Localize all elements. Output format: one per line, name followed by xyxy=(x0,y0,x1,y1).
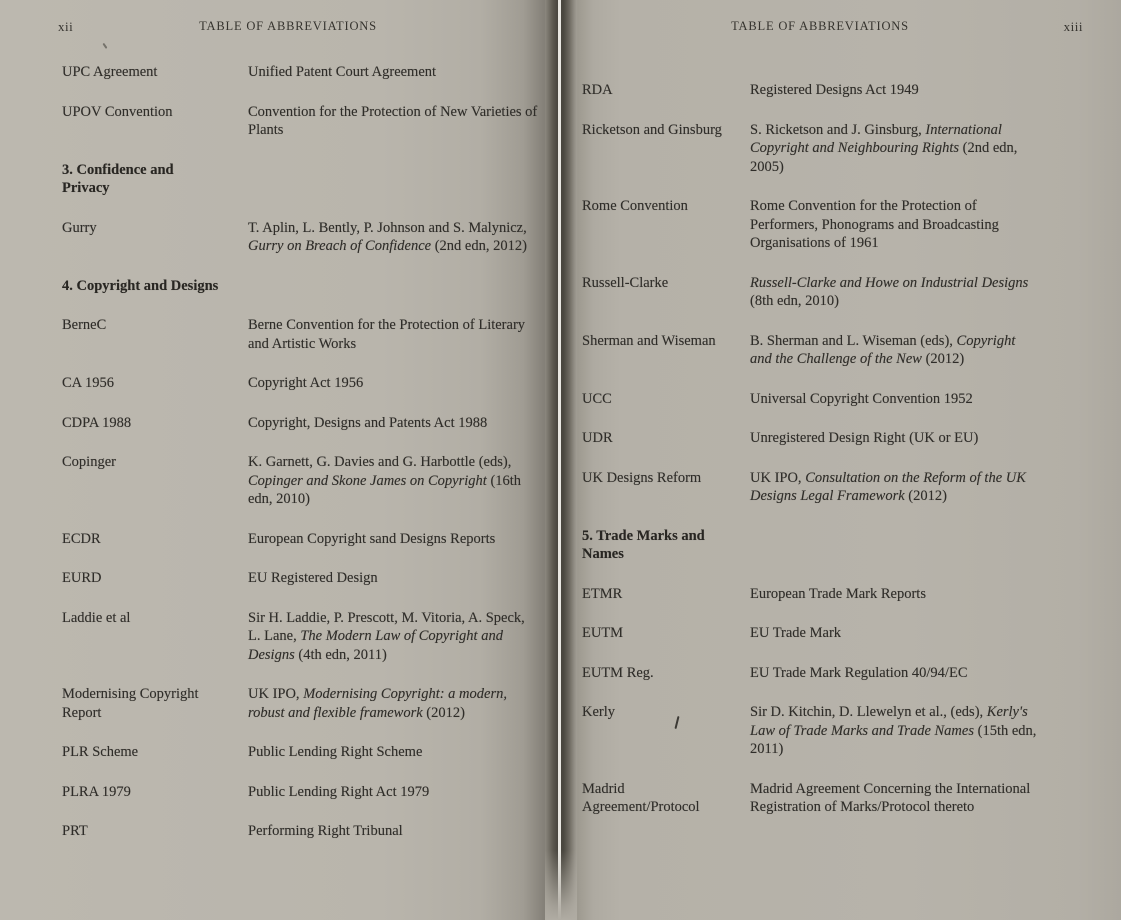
section-heading xyxy=(582,527,1112,564)
left-page xyxy=(0,0,545,920)
gutter-highlight-line xyxy=(558,0,561,920)
abbreviation-entry xyxy=(582,703,1112,759)
abbreviation-entry xyxy=(582,780,1112,817)
abbreviation-definition: Unified Patent Court Agreement xyxy=(248,64,437,80)
abbreviation-term: UK Designs Reform xyxy=(582,469,702,486)
abbreviation-definition: Berne Convention for the Protection of Literary and Artistic Works xyxy=(248,317,526,352)
abbreviation-definition xyxy=(248,277,540,296)
gutter-bottom-fade xyxy=(545,850,577,920)
abbreviation-definition: Public Lending Right Scheme xyxy=(248,744,423,760)
abbreviation-term: 5. Trade Marks and Names xyxy=(582,527,705,562)
abbreviation-entry xyxy=(582,390,1112,409)
page-number: xii xyxy=(58,19,74,34)
abbreviation-definition: Performing Right Tribunal xyxy=(248,823,403,839)
abbreviation-entry xyxy=(62,783,540,802)
abbreviation-term: Madrid Agreement/Protocol xyxy=(582,780,700,815)
abbreviation-term: CA 1956 xyxy=(62,375,114,391)
page-header xyxy=(577,19,1121,39)
abbreviation-term: ECDR xyxy=(62,530,101,547)
abbreviation-definition: Convention for the Protection of New Varieties of Plants xyxy=(248,103,538,138)
abbreviation-definition: EU Trade Mark xyxy=(750,625,842,641)
abbreviation-entry xyxy=(582,469,1112,506)
abbreviation-definition: Madrid Agreement Concerning the International Registration of Marks/Protocol thereto xyxy=(750,780,1031,815)
page-header xyxy=(0,19,545,39)
abbreviation-term: PRT xyxy=(62,823,88,839)
abbreviation-definition: Russell-Clarke and Howe on Industrial Designs (8th edn, 2010) xyxy=(750,274,1029,309)
abbreviation-entry xyxy=(62,685,540,722)
abbreviation-term: Russell-Clarke xyxy=(582,274,669,291)
abbreviation-definition: European Copyright sand Designs Reports xyxy=(248,530,496,547)
abbreviation-term: UPOV Convention xyxy=(62,103,173,120)
abbreviation-term: Kerly xyxy=(582,704,616,720)
abbreviation-entry xyxy=(62,103,540,140)
abbreviation-entry xyxy=(62,316,540,353)
abbreviation-term: Rome Convention xyxy=(582,198,688,214)
abbreviation-definition: EU Trade Mark Regulation 40/94/EC xyxy=(750,664,968,681)
running-title: TABLE OF ABBREVIATIONS xyxy=(199,19,377,33)
abbreviation-definition: K. Garnett, G. Davies and G. Harbottle (eds), Copinger and Skone James on Copyright (16th edn, 2010) xyxy=(248,454,522,507)
abbreviation-term: Laddie et al xyxy=(62,609,131,626)
abbreviation-definition: Copyright, Designs and Patents Act 1988 xyxy=(248,414,488,431)
abbreviation-term: Ricketson and Ginsburg xyxy=(582,121,722,138)
section-heading xyxy=(62,277,540,296)
abbreviation-definition: European Trade Mark Reports xyxy=(750,585,926,602)
abbreviation-term: Sherman and Wiseman xyxy=(582,332,716,349)
abbreviation-term: EUTM xyxy=(582,625,624,641)
abbreviation-term: RDA xyxy=(582,82,613,98)
abbreviation-entry xyxy=(582,274,1112,311)
abbreviation-entry xyxy=(62,569,540,588)
abbreviation-entry xyxy=(582,81,1112,100)
abbreviation-entry xyxy=(62,743,540,762)
abbreviation-term: Gurry xyxy=(62,219,97,236)
abbreviation-entry xyxy=(62,530,540,549)
abbreviation-entry xyxy=(62,453,540,509)
abbreviation-definition: Rome Convention for the Protection of Performers, Phonograms and Broadcasting Organisations of 1961 xyxy=(750,198,999,251)
abbreviation-definition: Registered Designs Act 1949 xyxy=(750,82,919,98)
abbreviation-definition: T. Aplin, L. Bently, P. Johnson and S. Malynicz, Gurry on Breach of Confidence (2nd edn, 2012) xyxy=(248,219,527,254)
abbreviation-term: 3. Confidence and Privacy xyxy=(62,161,174,196)
abbreviation-entry xyxy=(582,585,1112,604)
abbreviation-entry xyxy=(582,429,1112,448)
abbreviation-definition: Sir D. Kitchin, D. Llewelyn et al., (eds), Kerly's Law of Trade Marks and Trade Names (15th edn, 2011) xyxy=(750,704,1037,757)
page-gutter xyxy=(545,0,577,920)
abbreviation-definition: B. Sherman and L. Wiseman (eds), Copyright and the Challenge of the New (2012) xyxy=(750,332,1016,367)
abbreviation-entry xyxy=(582,197,1112,253)
abbreviation-entry xyxy=(62,822,540,841)
abbreviation-definition: EU Registered Design xyxy=(248,570,378,586)
running-title: TABLE OF ABBREVIATIONS xyxy=(731,19,909,33)
abbreviation-term: PLR Scheme xyxy=(62,744,139,760)
abbreviation-term: Modernising Copyright Report xyxy=(62,686,199,721)
abbreviation-entry xyxy=(62,63,540,82)
abbreviation-entry xyxy=(582,121,1112,177)
abbreviation-definition: Public Lending Right Act 1979 xyxy=(248,783,430,800)
page-number: xiii xyxy=(1063,19,1083,34)
entries xyxy=(582,81,1112,838)
abbreviation-entry xyxy=(582,624,1112,643)
abbreviation-term: 4. Copyright and Designs xyxy=(62,277,219,294)
abbreviation-definition: Copyright Act 1956 xyxy=(248,375,364,391)
section-heading xyxy=(62,161,540,198)
abbreviation-definition: S. Ricketson and J. Ginsburg, International Copyright and Neighbouring Rights (2nd edn, 2005) xyxy=(750,121,1018,175)
abbreviation-definition: Sir H. Laddie, P. Prescott, M. Vitoria, A. Speck, L. Lane, The Modern Law of Copyright and Designs (4th edn, 2011) xyxy=(248,609,525,663)
abbreviation-term: PLRA 1979 xyxy=(62,783,131,800)
entries xyxy=(62,63,540,862)
abbreviation-term: ETMR xyxy=(582,585,623,602)
abbreviation-definition: UK IPO, Modernising Copyright: a modern, robust and flexible framework (2012) xyxy=(248,686,507,721)
abbreviation-term: UPC Agreement xyxy=(62,64,158,80)
abbreviation-definition: Universal Copyright Convention 1952 xyxy=(750,390,973,407)
abbreviation-term: CDPA 1988 xyxy=(62,414,132,431)
abbreviation-term: Copinger xyxy=(62,454,116,470)
abbreviation-term: EURD xyxy=(62,570,102,586)
abbreviation-definition xyxy=(248,161,540,198)
abbreviation-entry xyxy=(62,219,540,256)
right-page xyxy=(577,0,1121,920)
abbreviation-term: UCC xyxy=(582,390,612,407)
abbreviation-entry xyxy=(62,414,540,433)
abbreviation-entry xyxy=(62,609,540,665)
abbreviation-definition: Unregistered Design Right (UK or EU) xyxy=(750,430,979,446)
abbreviation-definition: UK IPO, Consultation on the Reform of the UK Designs Legal Framework (2012) xyxy=(750,469,1026,504)
abbreviation-entry xyxy=(582,664,1112,683)
abbreviation-entry xyxy=(582,332,1112,369)
abbreviation-definition xyxy=(750,527,1112,564)
abbreviation-entry xyxy=(62,374,540,393)
abbreviation-term: BerneC xyxy=(62,317,107,333)
abbreviation-term: EUTM Reg. xyxy=(582,664,654,681)
abbreviation-term: UDR xyxy=(582,430,613,446)
